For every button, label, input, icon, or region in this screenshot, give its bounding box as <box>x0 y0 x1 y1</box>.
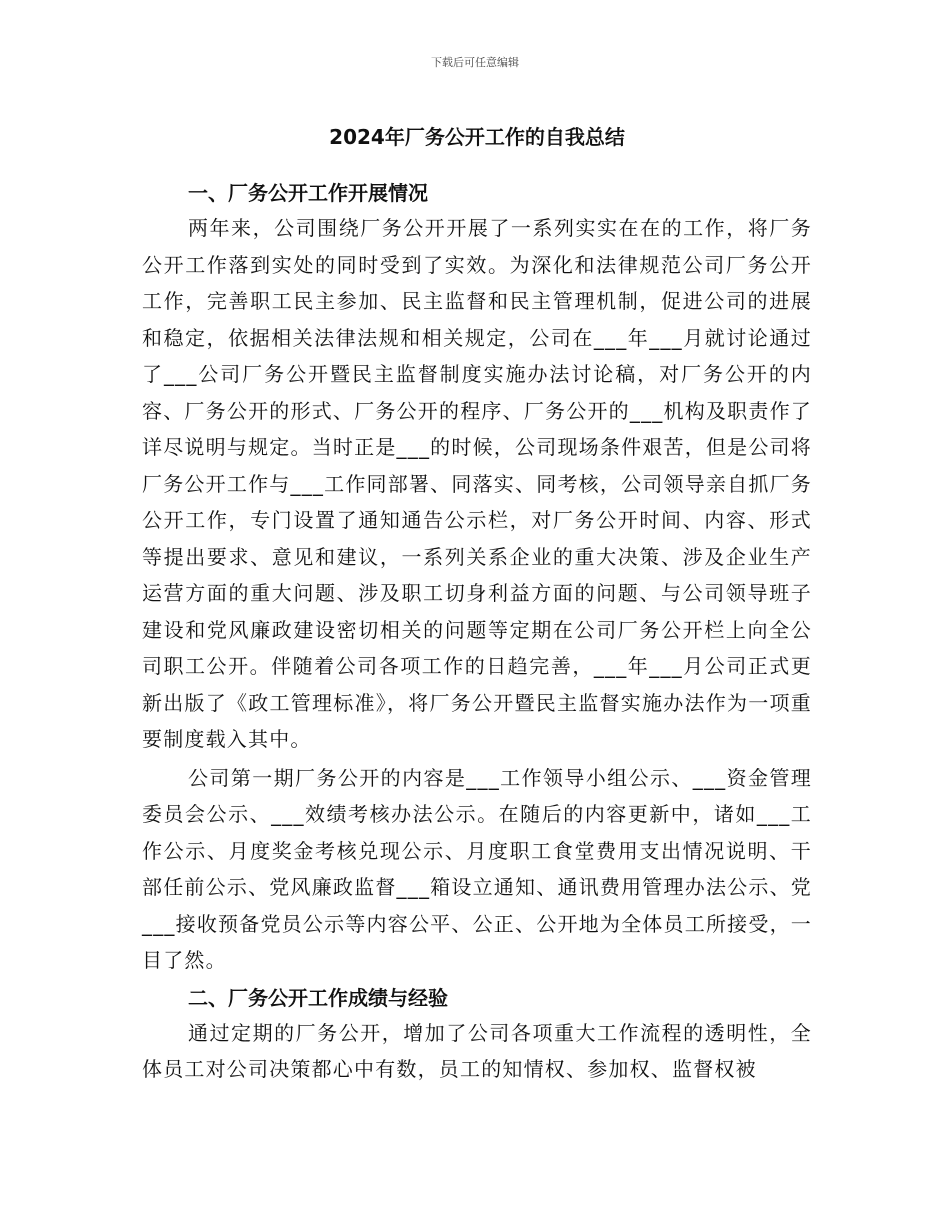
section-heading-1: 一、厂务公开工作开展情况 <box>188 181 428 205</box>
paragraph-2-1: 通过定期的厂务公开，增加了公司各项重大工作流程的透明性，全体员工对公司决策都心中有数，员工的知情权、参加权、监督权被 <box>142 1020 812 1081</box>
header-note: 下载后可任意编辑 <box>431 56 519 69</box>
paragraph-1-1: 两年来，公司围绕厂务公开开展了一系列实实在在的工作，将厂务公开工作落到实处的同时受到了实效。为深化和法律规范公司厂务公开工作，完善职工民主参加、民主监督和民主管理机制，促进公司的进展和稳定，依据相关法律法规和相关规定，公司在___年___月就讨论通过了___公司厂务公开暨民主监督制度实施办法讨论稿，对厂务公开的内容、厂务公开的形式、厂务公开的程序、厂务公开的___机构及职责作了详尽说明与规定。当时正是___的时候，公司现场条件艰苦，但是公司将厂务公开工作与___工作同部署、同落实、同考核，公司领导亲自抓厂务公开工作，专门设置了通知通告公示栏，对厂务公开时间、内容、形式等提出要求、意见和建议，一系列关系企业的重大决策、涉及企业生产运营方面的重大问题、涉及职工切身利益方面的问题、与公司领导班子建设和党风廉政建设密切相关的问题等定期在公司厂务公开栏上向全公司职工公开。伴随着公司各项工作的日趋完善，___年___月公司正式更新出版了《政工管理标准》，将厂务公开暨民主监督实施办法作为一项重要制度载入其中。 <box>142 216 812 751</box>
document-page <box>142 118 812 1088</box>
section-heading-2: 二、厂务公开工作成绩与经验 <box>188 985 448 1010</box>
paragraph-1-2: 公司第一期厂务公开的内容是___工作领导小组公示、___资金管理委员会公示、___效绩考核办法公示。在随后的内容更新中，诸如___工作公示、月度奖金考核兑现公示、月度职工食堂费用支出情况说明、干部任前公示、党风廉政监督___箱设立通知、通讯费用管理办法公示、党___接收预备党员公示等内容公平、公正、公开地为全体员工所接受，一目了然。 <box>142 765 812 972</box>
document-title: 2024年厂务公开工作的自我总结 <box>329 125 625 149</box>
